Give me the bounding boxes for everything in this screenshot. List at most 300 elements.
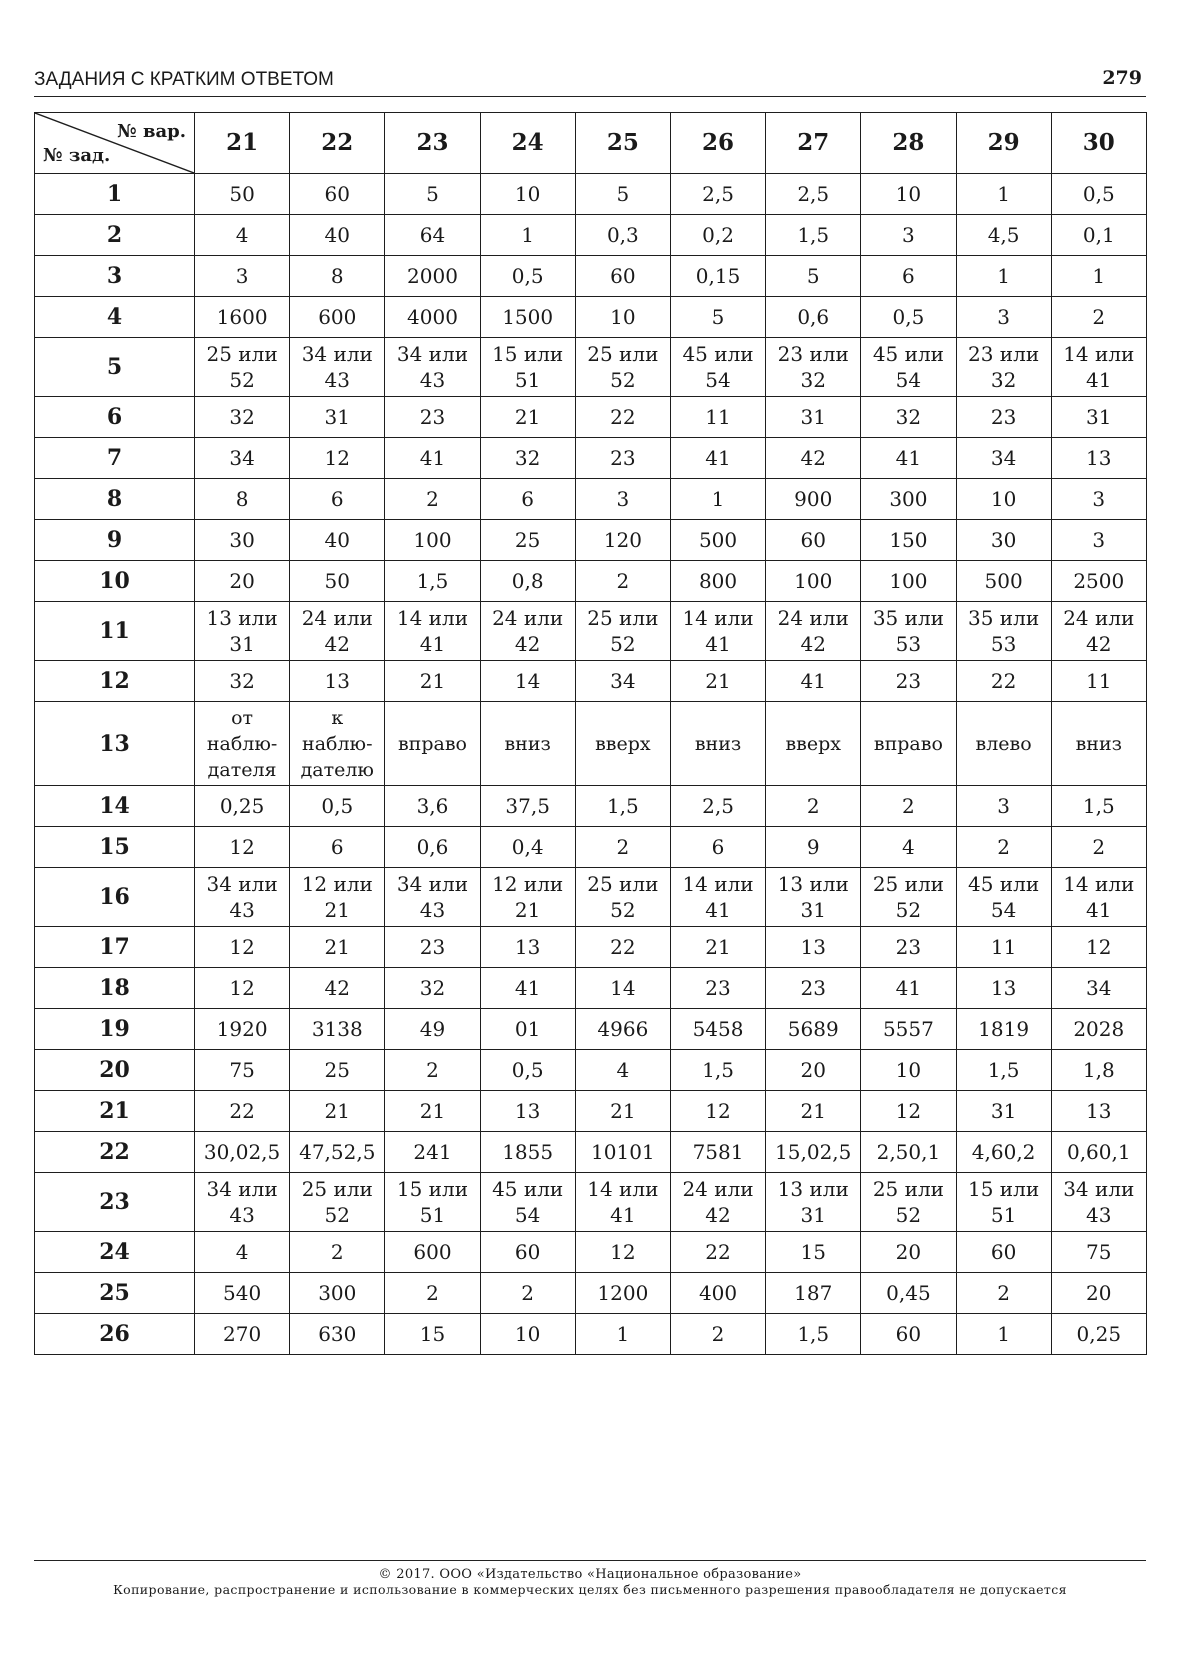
answer-cell [290, 1050, 385, 1091]
answer-cell [1051, 602, 1146, 661]
answer-line: 2 [426, 487, 439, 511]
answer-cell [861, 520, 956, 561]
table-row [35, 520, 1147, 561]
answer-cell [575, 1273, 670, 1314]
answer-cell [385, 1314, 480, 1355]
answer-line: наблю- [206, 732, 278, 755]
answer-cell [290, 868, 385, 927]
answer-line: 6 [330, 835, 344, 859]
answer-cell [1051, 438, 1146, 479]
answer-line: 43 [419, 898, 446, 922]
answer-cell [956, 174, 1051, 215]
answer-line: 13 [514, 1099, 541, 1123]
answer-cell [1051, 215, 1146, 256]
answer-cell [766, 174, 861, 215]
variant-header-row [35, 113, 1147, 174]
answer-cell [290, 1132, 385, 1173]
answer-line: 41 [895, 446, 922, 470]
answer-cell [861, 1091, 956, 1132]
answer-cell [1051, 1314, 1146, 1355]
answer-cell [575, 827, 670, 868]
answer-line: 49 [419, 1017, 446, 1041]
answer-cell [1051, 786, 1146, 827]
answer-line: 21 [514, 898, 541, 922]
answer-cell [670, 338, 765, 397]
answer-cell [290, 1009, 385, 1050]
answer-cell [575, 479, 670, 520]
answer-line: 11 [1086, 669, 1112, 693]
answer-cell [195, 602, 290, 661]
answer-cell [385, 1173, 480, 1232]
answer-cell [1051, 661, 1146, 702]
answer-line: 5 [426, 182, 439, 206]
answer-line: 1,5 [797, 223, 830, 247]
table-row [35, 1009, 1147, 1050]
answer-cell [861, 1314, 956, 1355]
answer-line: 3 [902, 223, 915, 247]
task-number: 1 [35, 174, 195, 215]
answer-cell [575, 1173, 670, 1232]
answer-line: 41 [895, 976, 922, 1000]
answer-cell [385, 827, 480, 868]
answer-line: 12 или [492, 872, 564, 896]
answer-line: 13 или [777, 872, 849, 896]
answer-cell [480, 438, 575, 479]
answer-line: 2 [902, 794, 915, 818]
answer-cell [766, 1273, 861, 1314]
answer-line: 21 [705, 935, 731, 959]
answer-cell [861, 174, 956, 215]
answer-line: 1 [521, 223, 535, 247]
answer-cell [670, 397, 765, 438]
answer-line: 31 [1086, 405, 1112, 429]
answer-line: 34 или [301, 342, 373, 366]
answer-line: 34 [990, 446, 1017, 470]
answer-cell [290, 256, 385, 297]
answer-cell [290, 1314, 385, 1355]
answer-cell [670, 297, 765, 338]
answer-cell [861, 215, 956, 256]
page-number: 279 [1102, 67, 1142, 89]
answer-line: 10 [895, 182, 922, 206]
answer-line: 2 [426, 1058, 439, 1082]
answer-line: 15 или [492, 342, 564, 366]
answer-cell [290, 520, 385, 561]
answer-line: 1 [997, 182, 1010, 206]
table-row [35, 702, 1147, 786]
answer-line: 41 [705, 632, 731, 656]
answer-cell [956, 338, 1051, 397]
answer-cell [766, 1132, 861, 1173]
answer-line: 60 [895, 1322, 922, 1346]
answer-line: 12 [229, 976, 255, 1000]
answer-cell [766, 702, 861, 786]
answer-line: 1,5 [606, 794, 639, 818]
answer-line: 54 [895, 368, 922, 392]
answer-cell [575, 1050, 670, 1091]
answer-line: 34 [610, 669, 636, 693]
answer-line: 13 или [777, 1177, 849, 1201]
table-row [35, 927, 1147, 968]
answer-cell [290, 1232, 385, 1273]
answer-cell [1051, 1273, 1146, 1314]
answer-line: 1819 [978, 1017, 1030, 1041]
answer-cell [956, 479, 1051, 520]
answer-line: 24 или [1063, 606, 1135, 630]
answer-line: 3138 [311, 1017, 363, 1041]
answer-cell [290, 927, 385, 968]
answer-cell [290, 1273, 385, 1314]
answer-line: 12 [229, 935, 255, 959]
answer-line: 5 [806, 264, 820, 288]
answer-cell [195, 1232, 290, 1273]
answer-cell [1051, 1050, 1146, 1091]
answer-cell [956, 397, 1051, 438]
answer-cell [575, 786, 670, 827]
answer-cell [670, 968, 765, 1009]
answer-line: 32 [990, 368, 1017, 392]
answer-cell [385, 1050, 480, 1091]
answer-line: 32 [229, 669, 255, 693]
answer-line: 6 [330, 487, 344, 511]
answer-cell [290, 602, 385, 661]
answer-cell [195, 827, 290, 868]
answer-line: вниз [694, 732, 742, 755]
answer-line: 10 [610, 305, 636, 329]
answer-cell [766, 479, 861, 520]
answer-cell [956, 1009, 1051, 1050]
task-number: 3 [35, 256, 195, 297]
answer-line: 0,25 [219, 794, 265, 818]
answer-line: 42 [324, 976, 350, 1000]
answer-cell [956, 1050, 1051, 1091]
answer-line: 51 [419, 1203, 446, 1227]
answer-line: 42 [705, 1203, 731, 1227]
task-number: 7 [35, 438, 195, 479]
answer-line: 120 [603, 528, 642, 552]
answer-line: 23 [800, 976, 826, 1000]
answer-cell [670, 1273, 765, 1314]
answer-cell [480, 1009, 575, 1050]
answer-line: вниз [1075, 732, 1122, 755]
answer-line: 24 или [301, 606, 373, 630]
answer-line: 12 [610, 1240, 636, 1264]
answer-line: 2 [1092, 305, 1106, 329]
answer-line: 0,6 [416, 835, 449, 859]
answer-line: дателю [300, 758, 374, 781]
answer-cell [766, 1050, 861, 1091]
answer-cell [861, 397, 956, 438]
answer-cell [1051, 1009, 1146, 1050]
answer-line: 50 [229, 182, 255, 206]
answer-line: 150 [889, 528, 928, 552]
task-number: 17 [35, 927, 195, 968]
answer-cell [861, 438, 956, 479]
task-axis-label: № зад. [43, 145, 111, 166]
answer-line: 60 [800, 528, 826, 552]
answer-line: 15,02,5 [775, 1140, 852, 1164]
answer-cell [670, 786, 765, 827]
answer-cell [385, 1091, 480, 1132]
answer-cell [385, 927, 480, 968]
answer-cell [195, 702, 290, 786]
answer-line: 23 [990, 405, 1017, 429]
answer-line: 1 [997, 1322, 1010, 1346]
section-title: ЗАДАНИЯ С КРАТКИМ ОТВЕТОМ [34, 69, 334, 90]
answer-line: 34 или [206, 872, 278, 896]
answer-cell [385, 397, 480, 438]
answer-cell [575, 1232, 670, 1273]
answer-cell [480, 827, 575, 868]
answer-line: 4,60,2 [971, 1140, 1036, 1164]
answer-cell [766, 438, 861, 479]
answer-line: 52 [610, 632, 636, 656]
answer-cell [385, 702, 480, 786]
answer-cell [480, 868, 575, 927]
answer-line: 12 [705, 1099, 731, 1123]
answer-line: 42 [324, 632, 350, 656]
answer-line: 5557 [882, 1017, 934, 1041]
answer-line: 40 [324, 528, 350, 552]
copyright-line: © 2017. ООО «Издательство «Национальное образование» [378, 1567, 802, 1582]
answer-cell [290, 1173, 385, 1232]
answer-cell [385, 215, 480, 256]
answer-cell [290, 438, 385, 479]
answer-cell [670, 1314, 765, 1355]
answer-line: 4 [902, 835, 915, 859]
answer-cell [956, 702, 1051, 786]
answer-cell [195, 968, 290, 1009]
answer-line: 25 или [206, 342, 278, 366]
answer-line: 37,5 [505, 794, 550, 818]
answer-line: 2 [330, 1240, 344, 1264]
answer-line: 34 [1086, 976, 1112, 1000]
task-number: 6 [35, 397, 195, 438]
answer-line: 0,8 [511, 569, 544, 593]
answer-line: 52 [610, 898, 636, 922]
answer-cell [480, 968, 575, 1009]
answer-line: 21 [800, 1099, 826, 1123]
answer-cell [861, 827, 956, 868]
answer-cell [385, 438, 480, 479]
answer-cell [670, 520, 765, 561]
answer-line: 13 [514, 935, 541, 959]
answer-line: 45 или [492, 1177, 564, 1201]
answer-line: 14 [514, 669, 541, 693]
answer-cell [861, 968, 956, 1009]
answer-line: 300 [318, 1281, 357, 1305]
answer-line: 10 [990, 487, 1017, 511]
answer-line: 54 [705, 368, 731, 392]
answer-line: 32 [229, 405, 255, 429]
answer-cell [766, 561, 861, 602]
answer-line: 31 [990, 1099, 1017, 1123]
answer-line: 4000 [407, 305, 458, 329]
answer-line: 12 или [301, 872, 373, 896]
page-header [34, 58, 1146, 97]
answer-cell [290, 702, 385, 786]
answer-cell [861, 1050, 956, 1091]
answer-line: 0,5 [892, 305, 925, 329]
answer-cell [1051, 520, 1146, 561]
answer-cell [290, 968, 385, 1009]
answer-line: 23 [705, 976, 731, 1000]
answer-cell [385, 479, 480, 520]
answer-cell [1051, 256, 1146, 297]
table-row [35, 827, 1147, 868]
answer-cell [861, 297, 956, 338]
answer-cell [575, 256, 670, 297]
answer-line: 2,50,1 [876, 1140, 941, 1164]
answer-cell [385, 174, 480, 215]
answer-cell [956, 1314, 1051, 1355]
answer-line: к [331, 706, 344, 729]
answer-cell [766, 338, 861, 397]
answer-cell [385, 602, 480, 661]
answer-cell [766, 968, 861, 1009]
answer-cell [195, 520, 290, 561]
answer-line: 22 [229, 1099, 255, 1123]
answer-line: 22 [990, 669, 1017, 693]
answer-cell [385, 1132, 480, 1173]
task-number: 24 [35, 1232, 195, 1273]
answer-line: 51 [514, 368, 541, 392]
answer-line: 0,5 [511, 1058, 544, 1082]
answer-cell [670, 479, 765, 520]
answer-cell [1051, 927, 1146, 968]
answer-cell [195, 1050, 290, 1091]
task-number: 16 [35, 868, 195, 927]
table-row [35, 215, 1147, 256]
answer-line: 25 или [587, 872, 659, 896]
answer-cell [1051, 338, 1146, 397]
table-row [35, 661, 1147, 702]
answer-cell [766, 297, 861, 338]
answer-cell [575, 1314, 670, 1355]
answer-cell [195, 215, 290, 256]
answer-cell [1051, 561, 1146, 602]
answer-cell [290, 661, 385, 702]
table-row [35, 1050, 1147, 1091]
answer-line: 6 [902, 264, 915, 288]
answer-cell [195, 438, 290, 479]
answer-cell [956, 1173, 1051, 1232]
task-number: 22 [35, 1132, 195, 1173]
answer-cell [385, 338, 480, 397]
answer-cell [956, 438, 1051, 479]
answer-line: 14 или [396, 606, 469, 630]
answer-cell [1051, 1232, 1146, 1273]
answer-line: 187 [794, 1281, 833, 1305]
answer-cell [480, 602, 575, 661]
table-row [35, 1273, 1147, 1314]
answer-line: 10 [514, 1322, 541, 1346]
answer-line: 22 [610, 935, 636, 959]
answer-cell [575, 1132, 670, 1173]
answer-line: 400 [698, 1281, 738, 1305]
answer-line: 0,5 [1082, 182, 1115, 206]
answer-cell [195, 1314, 290, 1355]
answer-cell [575, 1009, 670, 1050]
answer-line: 5 [616, 182, 630, 206]
answer-line: вниз [504, 732, 551, 755]
answer-line: 43 [229, 1203, 255, 1227]
answer-line: 41 [419, 632, 446, 656]
answer-line: 14 или [587, 1177, 659, 1201]
answer-cell [670, 1009, 765, 1050]
answer-line: 2 [521, 1281, 535, 1305]
task-number: 20 [35, 1050, 195, 1091]
answer-line: 0,5 [321, 794, 354, 818]
answer-cell [385, 1009, 480, 1050]
answer-line: 25 или [301, 1177, 373, 1201]
task-number: 5 [35, 338, 195, 397]
answer-line: 3 [997, 794, 1010, 818]
answer-line: 15 или [396, 1177, 469, 1201]
answer-cell [670, 1091, 765, 1132]
page-footer [34, 1560, 1146, 1597]
answer-cell [956, 1091, 1051, 1132]
answer-cell [480, 397, 575, 438]
answer-line: 2 [806, 794, 820, 818]
answer-line: 41 [800, 669, 826, 693]
answer-line: 52 [895, 898, 922, 922]
answer-cell [480, 927, 575, 968]
answer-cell [670, 561, 765, 602]
answer-cell [670, 256, 765, 297]
answer-line: 13 или [206, 606, 278, 630]
answer-line: 54 [990, 898, 1017, 922]
answer-line: 43 [419, 368, 446, 392]
answer-line: 25 [324, 1058, 350, 1082]
answer-cell [195, 338, 290, 397]
answer-line: 6 [521, 487, 535, 511]
variant-header: 24 [480, 113, 575, 174]
answer-cell [575, 661, 670, 702]
answer-line: 75 [1086, 1240, 1112, 1264]
answer-line: 34 или [396, 872, 469, 896]
answer-cell [861, 1009, 956, 1050]
task-number: 21 [35, 1091, 195, 1132]
answer-cell [956, 561, 1051, 602]
answer-line: 100 [794, 569, 833, 593]
answer-line: 6 [711, 835, 725, 859]
answer-line: 30,02,5 [203, 1140, 281, 1164]
answer-line: 300 [889, 487, 928, 511]
answer-cell [670, 1050, 765, 1091]
answer-cell [575, 561, 670, 602]
answer-line: 21 [514, 405, 541, 429]
answer-cell [766, 256, 861, 297]
answer-cell [290, 1091, 385, 1132]
answer-cell [385, 968, 480, 1009]
answer-line: 2 [616, 569, 630, 593]
answer-cell [766, 1314, 861, 1355]
answer-line: 41 [1086, 368, 1112, 392]
answer-line: 4 [235, 223, 249, 247]
answer-cell [766, 520, 861, 561]
answer-line: 14 [610, 976, 636, 1000]
answer-cell [861, 1273, 956, 1314]
answer-line: 10 [895, 1058, 922, 1082]
answer-cell [1051, 1132, 1146, 1173]
variant-header: 28 [861, 113, 956, 174]
answer-cell [480, 702, 575, 786]
answer-line: 2 [1092, 835, 1106, 859]
answer-line: 1,8 [1082, 1058, 1115, 1082]
answer-line: 23 [895, 669, 922, 693]
answer-line: 47,52,5 [299, 1140, 376, 1164]
